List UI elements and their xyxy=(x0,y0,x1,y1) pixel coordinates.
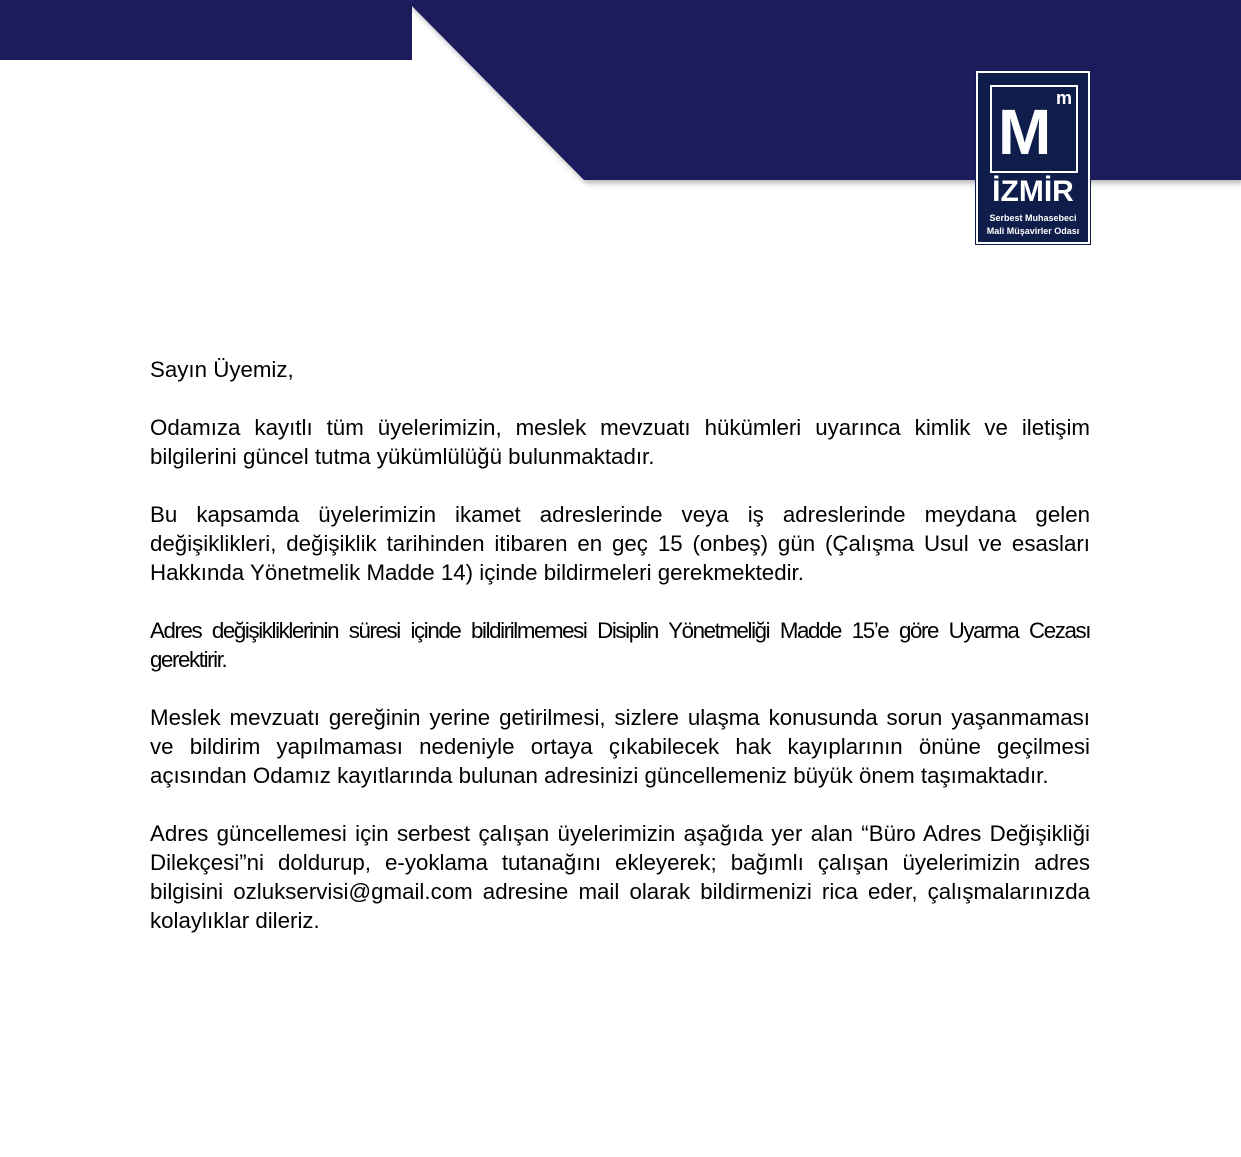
letter-paragraph-5: Adres güncellemesi için serbest çalışan üyelerimizin aşağıda yer alan “Büro Adres Değişikliği Dilekçesi”ni doldurup, e-yoklama tutanağını ekleyerek; bağımlı çalışan üyelerimizin adres bilgisini ozlukservisi@gmail.com adresine mail olarak bildirmenizi rica eder, çalışmalarınızda kolaylıklar dileriz. xyxy=(150,821,1090,933)
logo-city: İZMİR xyxy=(992,175,1074,208)
letter-paragraph-1: Odamıza kayıtlı tüm üyelerimizin, meslek mevzuatı hükümleri uyarınca kimlik ve iletişim bilgilerini güncel tutma yükümlülüğü bulunmaktadır. xyxy=(150,415,1090,469)
organization-logo xyxy=(976,71,1090,244)
logo-mark: M xyxy=(998,101,1052,163)
letter-paragraph-4: Meslek mevzuatı gereğinin yerine getirilmesi, sizlere ulaşma konusunda sorun yaşanmaması ve bildirim yapılmaması nedeniyle ortaya çıkabilecek hak kayıplarının önüne geçilmesi açısından Odamız kayıtlarında bulunan adresinizi güncellemeniz büyük önem taşımaktadır. xyxy=(150,705,1090,788)
letter-body xyxy=(150,355,1090,964)
letter-paragraph-2: Bu kapsamda üyelerimizin ikamet adreslerinde veya iş adreslerinde meydana gelen değişiklikleri, değişiklik tarihinden itibaren en geç 15 (onbeş) gün (Çalışma Usul ve esasları Hakkında Yönetmelik Madde 14) içinde bildirmeleri gerekmektedir. xyxy=(150,502,1090,585)
logo-subtitle-line2: Mali Müşavirler Odası xyxy=(986,226,1080,236)
letter-paragraph-3: Adres değişikliklerinin süresi içinde bildirilmemesi Disiplin Yönetmeliği Madde 15’e göre Uyarma Cezası gerektirir. xyxy=(150,618,1090,672)
logo-mark-superscript: m xyxy=(1056,89,1073,107)
logo-frame xyxy=(990,85,1078,173)
header-slanted-band xyxy=(406,0,1241,180)
logo-subtitle-line1: Serbest Muhasebeci xyxy=(989,213,1077,223)
letter-greeting: Sayın Üyemiz, xyxy=(150,357,294,382)
